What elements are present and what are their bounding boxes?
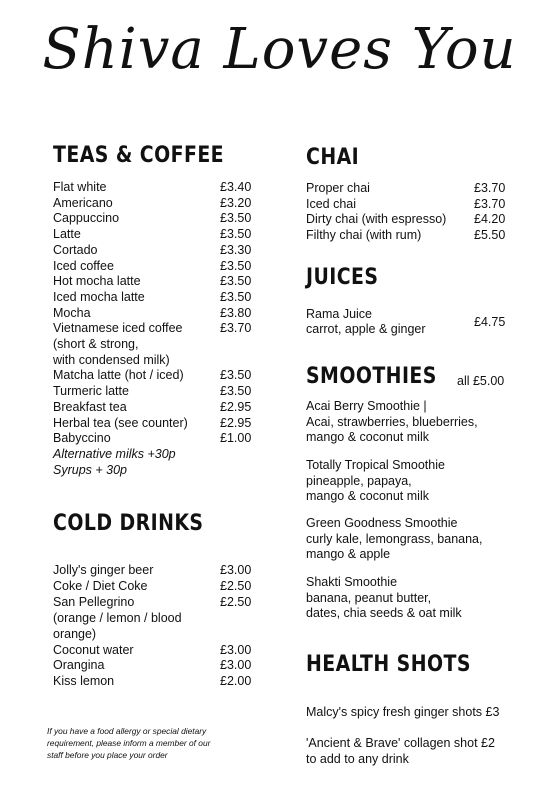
chai-price: £3.70	[474, 181, 506, 195]
smoothie-description: Acai, strawberries, blueberries,	[306, 414, 478, 429]
chai-price: £5.50	[474, 228, 506, 243]
tea-coffee-price: £3.30	[220, 242, 252, 257]
tea-coffee-row	[53, 415, 252, 432]
cold-drink-price: £2.50	[220, 578, 252, 593]
tea-coffee-name: (short & strong,	[53, 337, 139, 351]
cold-drink-price: £2.50	[220, 594, 252, 609]
tea-coffee-price: £3.70	[220, 321, 252, 336]
tea-coffee-price: £3.40	[220, 180, 252, 194]
tea-coffee-row	[53, 195, 252, 212]
tea-coffee-price: £3.50	[220, 384, 252, 399]
smoothie-description: dates, chia seeds & oat milk	[306, 606, 462, 620]
cold-drink-name: Orangina	[53, 658, 105, 673]
smoothie-description: mango & coconut milk	[306, 489, 429, 503]
cold-drink-row	[53, 563, 252, 579]
cold-drink-row	[53, 674, 252, 690]
tea-coffee-name: Matcha latte (hot / iced)	[53, 368, 184, 383]
tea-coffee-price: £2.95	[220, 415, 252, 430]
tea-coffee-name: with condensed milk)	[53, 352, 170, 367]
juice-name: Rama Juice	[306, 307, 372, 321]
tea-coffee-price: £3.20	[220, 195, 252, 210]
smoothie-name: Shakti Smoothie	[306, 575, 398, 589]
cold-drink-row	[53, 578, 252, 595]
cold-drink-price: £3.00	[220, 642, 252, 657]
smoothie-description: mango & coconut milk	[306, 430, 429, 444]
tea-coffee-row	[53, 368, 252, 384]
cold-drink-name: (orange / lemon / blood	[53, 610, 182, 625]
tea-coffee-price: £3.80	[220, 305, 252, 320]
tea-coffee-name: Iced mocha latte	[53, 289, 145, 304]
smoothie-description: mango & apple	[306, 547, 391, 561]
tea-coffee-price: £2.95	[220, 399, 252, 414]
tea-coffee-price: £3.50	[220, 227, 252, 242]
cold-drink-price: £3.00	[220, 563, 252, 577]
cold-drink-price: £2.00	[220, 674, 252, 689]
chai-name: Filthy chai (with rum)	[306, 228, 422, 243]
chai-name: Dirty chai (with espresso)	[306, 212, 447, 227]
tea-coffee-name: Mocha	[53, 305, 91, 320]
tea-coffee-row	[53, 211, 252, 227]
tea-coffee-name: Flat white	[53, 180, 107, 194]
cold-drink-row	[53, 658, 252, 674]
chai-price: £4.20	[474, 212, 506, 227]
juices-heading: JUICES	[306, 265, 379, 290]
chai-price: £3.70	[474, 196, 506, 211]
cold-drink-name: Jolly's ginger beer	[53, 563, 154, 577]
cold-drinks-heading: COLD DRINKS	[53, 511, 204, 536]
health-shot-line-2: 'Ancient & Brave' collagen shot £2	[306, 736, 495, 750]
health-shot-line-3: to add to any drink	[306, 752, 409, 766]
teas-coffee-note: Syrups + 30p	[53, 462, 128, 477]
tea-coffee-row	[53, 258, 252, 275]
tea-coffee-row	[53, 289, 252, 306]
tea-coffee-row	[53, 399, 252, 416]
tea-coffee-row	[53, 384, 252, 400]
smoothies-heading: SMOOTHIES	[306, 364, 437, 389]
cold-drink-price: £3.00	[220, 658, 252, 673]
cold-drink-name: Coke / Diet Coke	[53, 578, 148, 593]
teas-coffee-heading: TEAS & COFFEE	[53, 143, 225, 168]
tea-coffee-row	[53, 431, 252, 447]
health-shots-heading: HEALTH SHOTS	[306, 652, 471, 677]
tea-coffee-name: Babyccino	[53, 431, 111, 446]
tea-coffee-name: Cappuccino	[53, 211, 120, 226]
tea-coffee-row	[53, 274, 252, 290]
smoothie-name: Totally Tropical Smoothie	[306, 458, 445, 472]
cold-drink-name: San Pellegrino	[53, 594, 135, 609]
cold-drink-name: Kiss lemon	[53, 674, 115, 689]
tea-coffee-row	[53, 321, 252, 337]
chai-name: Iced chai	[306, 196, 357, 211]
smoothie-description: curly kale, lemongrass, banana,	[306, 531, 483, 546]
menu-title: Shiva Loves You	[42, 17, 517, 82]
tea-coffee-name: Iced coffee	[53, 258, 114, 273]
health-shot-line-1: Malcy's spicy fresh ginger shots £3	[306, 705, 500, 719]
juice-price: £4.75	[474, 315, 506, 329]
teas-coffee-note: Alternative milks +30p	[53, 446, 176, 461]
chai-heading: CHAI	[306, 145, 360, 170]
tea-coffee-price: £3.50	[220, 211, 252, 226]
chai-name: Proper chai	[306, 181, 370, 195]
allergy-note-line-2: requirement, please inform a member of our	[47, 738, 211, 748]
chai-row	[306, 181, 506, 197]
tea-coffee-row	[53, 337, 138, 353]
tea-coffee-name: Vietnamese iced coffee	[53, 321, 183, 336]
cold-drink-row	[53, 642, 252, 659]
tea-coffee-name: Turmeric latte	[53, 384, 129, 399]
smoothie-name: Acai Berry Smoothie |	[306, 399, 427, 413]
cold-drink-name: Coconut water	[53, 642, 134, 657]
smoothie-description: pineapple, papaya,	[306, 473, 412, 488]
tea-coffee-row	[53, 242, 252, 259]
tea-coffee-name: Cortado	[53, 242, 98, 257]
tea-coffee-row	[53, 305, 252, 322]
smoothie-description: banana, peanut butter,	[306, 590, 432, 605]
tea-coffee-name: Americano	[53, 195, 113, 210]
allergy-note-line-1: If you have a food allergy or special dietary	[47, 726, 207, 736]
tea-coffee-price: £3.50	[220, 368, 252, 383]
tea-coffee-price: £3.50	[220, 274, 252, 289]
cold-drink-row	[53, 594, 252, 611]
tea-coffee-price: £1.00	[220, 431, 252, 446]
tea-coffee-row	[53, 353, 170, 369]
tea-coffee-row	[53, 227, 252, 243]
tea-coffee-name: Herbal tea (see counter)	[53, 415, 188, 430]
tea-coffee-name: Hot mocha latte	[53, 274, 141, 289]
tea-coffee-name: Latte	[53, 227, 81, 242]
cold-drink-name: orange)	[53, 626, 97, 641]
tea-coffee-price: £3.50	[220, 289, 252, 304]
cold-drink-row	[53, 611, 182, 627]
tea-coffee-name: Breakfast tea	[53, 399, 127, 414]
tea-coffee-row	[53, 180, 252, 196]
juice-description: carrot, apple & ginger	[306, 322, 426, 336]
chai-row	[306, 196, 506, 213]
smoothies-price: all £5.00	[457, 374, 505, 388]
cold-drink-row	[53, 627, 96, 643]
chai-row	[306, 228, 506, 244]
chai-row	[306, 212, 506, 228]
allergy-note-line-3: staff before you place your order	[47, 750, 168, 760]
tea-coffee-price: £3.50	[220, 258, 252, 273]
smoothie-name: Green Goodness Smoothie	[306, 516, 458, 530]
